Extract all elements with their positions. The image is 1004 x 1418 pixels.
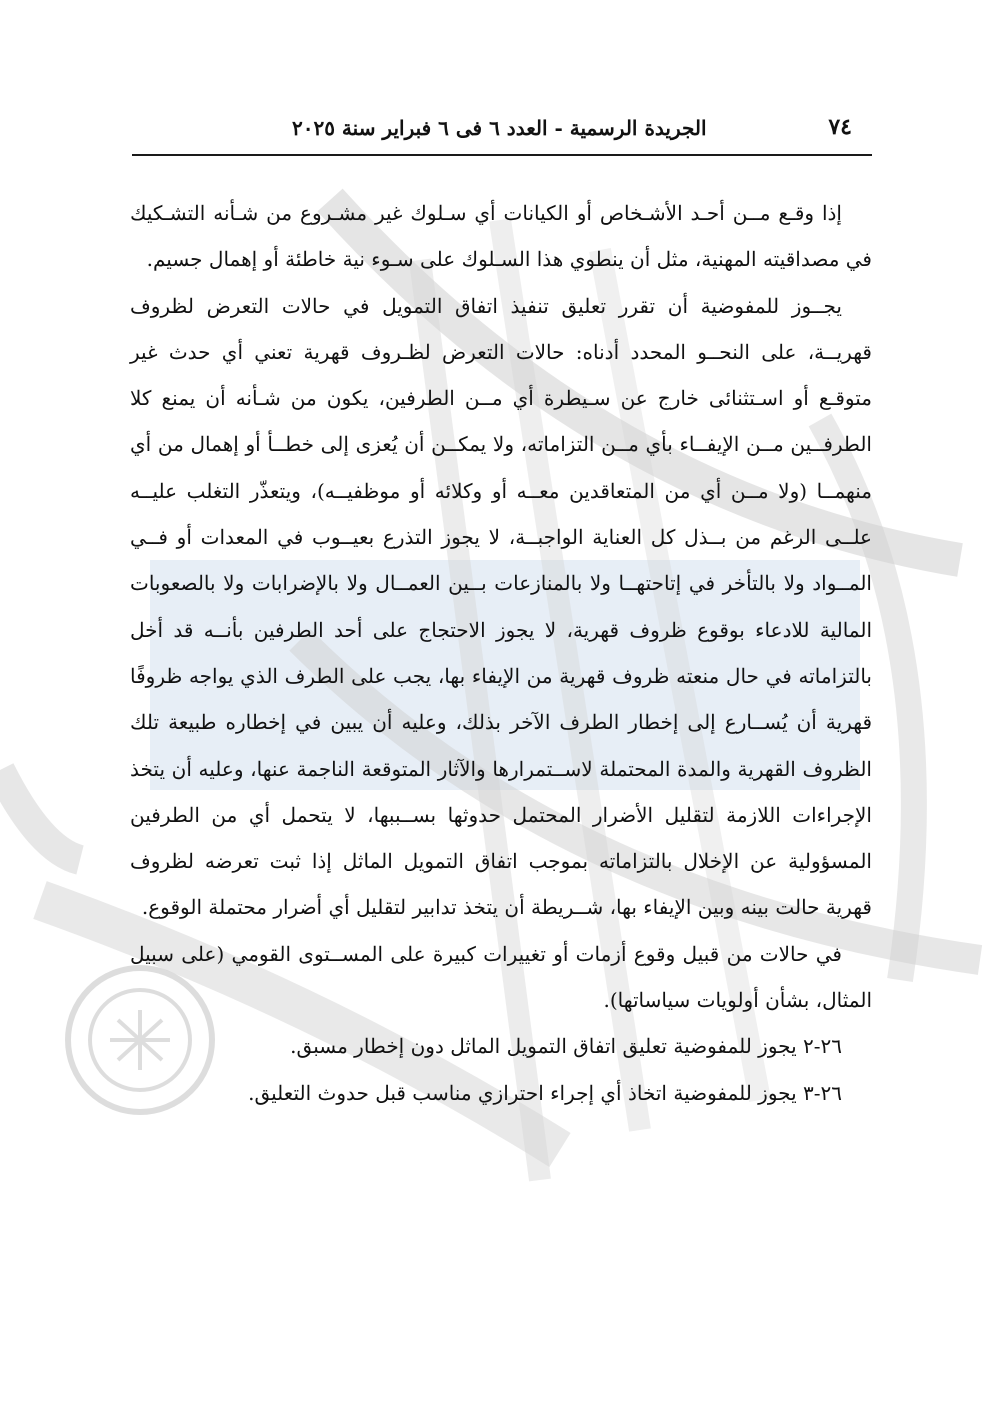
paragraph-force-majeure: يجــوز للمفوضية أن تقرر تعليق تنفيذ اتفاق التمويل في حالات التعرض لظروف قهريــة، على النحــو المحدد أدناه: حالات التعرض لظـروف قهرية تعني أي حدث غير متوقـع أو اسـتثنائى خارج عن سـيطرة أي مــن الطرفين، يكون من شـأنه أن يمنع كلا الطرفــين مــن الإيفــاء بأي مــن التزاماته، ولا يمكــن أن يُعزى إلى خطــأ أو إهمال من أي منهمــا (ولا مــن أي من المتعاقدين معــه أو وكلائه أو موظفيــه)، ويتعذّر التغلب عليــه علــى الرغم من بــذل كل العناية الواجبــة، لا يجوز التذرع بعيــوب في المعدات أو فــي المــواد ولا بالتأخر في إتاحتهــا ولا بالمنازعات بــين العمــال ولا بالإضرابات ولا بالصعوبات المالية للادعاء بوقوع ظروف قهرية، لا يجوز الاحتجاج على أحد الطرفين بأنــه قد أخل بالتزاماته في حال منعته ظروف قهرية من الإيفاء بها، يجب على الطرف الذي يواجه ظروفًا قهرية أن يُســارع إلى إخطار الطرف الآخر بذلك، وعليه أن يبين في إخطاره طبيعة تلك الظروف القهرية والمدة المحتملة لاســتمرارها والآثار المتوقعة الناجمة عنها، وعليه أن يتخذ الإجراءات اللازمة لتقليل الأضرار المحتمل حدوثها بســببها، لا يتحمل أي من الطرفين المسؤولية عن الإخلال بالتزاماته بموجب اتفاق التمويل الماثل إذا ثبت تعرضه لظروف قهرية حالت بينه وبين الإيفاء بها، شــريطة أن يتخذ تدابير لتقليل أي أضرار محتملة الوقوع. — [130, 293, 872, 920]
watermark-swoosh-8 — [0, 770, 80, 860]
gazette-title: الجريدة الرسمية - العدد ٦ فى ٦ فبراير سنة ٢٠٢٥ — [292, 116, 707, 140]
document-body — [130, 190, 872, 1116]
page-number: ٧٤ — [828, 114, 852, 140]
paragraph-national-crisis: في حالات من قبيل وقوع أزمات أو تغييرات كبيرة على المســتوى القومي (على سبيل المثال، بشأن أولويات سياساتها). — [130, 941, 872, 1013]
paragraph-misconduct: إذا وقـع مــن أحـد الأشـخاص أو الكيانات أي سـلوك غير مشـروع من شـأنه التشـكيك في مصداقيته المهنية، مثل أن ينطوي هذا السـلوك على سـوء نية خاطئة أو إهمال جسيم. — [130, 201, 872, 272]
clause-26-3: ٢٦-٣ يجوز للمفوضية اتخاذ أي إجراء احترازي مناسب قبل حدوث التعليق. — [248, 1080, 842, 1105]
clause-26-2: ٢٦-٢ يجوز للمفوضية تعليق اتفاق التمويل الماثل دون إخطار مسبق. — [290, 1034, 842, 1059]
page-header — [132, 112, 872, 156]
